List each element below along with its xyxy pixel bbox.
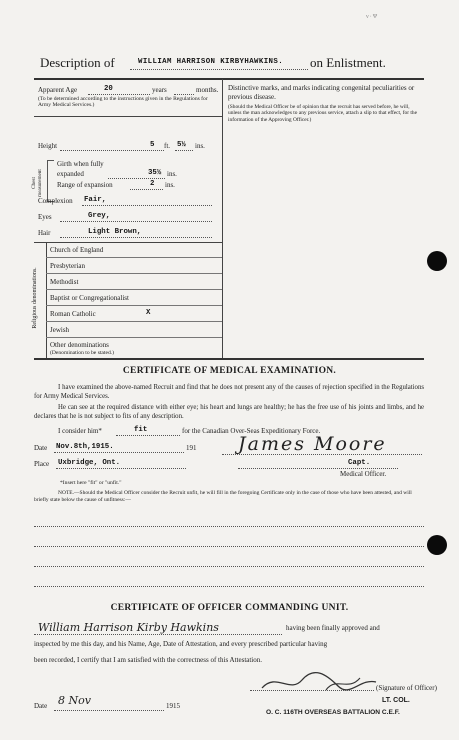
distinctive-marks-note: (Should the Medical Officer be of opinion that the recruit has served before, he will, unless the man acknowledges to any previous service, attach a slip to that effect, for the information of the Approving Officer.) [228, 104, 417, 123]
officer-date-label: Date [34, 702, 48, 710]
officer-line-1: having been finally approved and [286, 624, 380, 632]
recruit-name: WILLIAM HARRISON KIRBYHAWKINS. [138, 58, 284, 66]
officer-certificate-title: CERTIFICATE OF OFFICER COMMANDING UNIT. [110, 603, 349, 613]
place-line [56, 468, 186, 469]
religion-table-top [34, 242, 222, 243]
eyes-value: Grey, [88, 212, 111, 220]
complexion-line [82, 205, 212, 206]
religion-row-divider [46, 273, 222, 274]
binder-hole-top [427, 251, 447, 271]
ft-label: ft. [164, 142, 171, 150]
medical-signature-line [222, 454, 422, 455]
height-in-line [175, 150, 193, 151]
officer-date-year: 1915 [166, 702, 180, 710]
corner-mark: ν·Ψ [366, 14, 379, 20]
medical-officer-signature: James Moore [238, 433, 387, 455]
chest-brace [47, 160, 54, 202]
header-prefix: Description of [40, 55, 115, 70]
unfit-note: NOTE.—Should the Medical Officer consider the Recruit unfit, he will fill in the foregoing Certificate only in the case of those who have been attested, and will briefly state below the cause of unfitness:— [34, 490, 412, 503]
height-ins-label: ins. [195, 142, 205, 150]
religion-row-divider [46, 257, 222, 258]
consider-label: I consider him* [58, 427, 102, 435]
age-line [88, 94, 150, 95]
height-label: Height [38, 142, 58, 150]
height-line [60, 150, 164, 151]
officer-date-line [54, 710, 164, 711]
consider-suffix: for the Canadian Over-Seas Expeditionary Force. [182, 427, 321, 435]
religion-church-of-england: Church of England [50, 246, 104, 254]
apparent-age-label: Apparent Age [38, 86, 78, 94]
expansion-value: 2 [150, 180, 155, 188]
complexion-value: Fair, [84, 196, 107, 204]
medical-date-value: Nov.8th,1915. [56, 443, 114, 451]
form-bottom-border [34, 358, 424, 360]
medical-date-line [54, 452, 184, 453]
months-line [174, 94, 194, 95]
officer-line-2: inspected by me this day, and his Name, Age, Date of Attestation, and every prescribed particular having [34, 640, 328, 648]
medical-rank: Capt. [348, 459, 371, 467]
expansion-ins-label: ins. [165, 181, 175, 189]
medical-para-1: I have examined the above-named Recruit and find that he does not present any of the causes of rejection specified in the Regulations for Army Medical Services. [34, 384, 424, 401]
height-in-value: 5½ [177, 141, 186, 149]
years-label: years [152, 86, 167, 94]
stamp-rank: LT. COL. [382, 697, 410, 704]
hair-label: Hair [38, 229, 51, 237]
officer-signature-line [250, 690, 374, 691]
eyes-label: Eyes [38, 213, 52, 221]
religion-column-divider [46, 242, 47, 358]
chest-measurement-label: Chest measurement [31, 169, 43, 197]
officer-line-3: been recorded, I certify that I am satisfied with the correctness of this Attestation. [34, 656, 263, 664]
form-top-border [34, 78, 424, 80]
medical-date-year: 191 [186, 444, 197, 452]
medical-officer-label: Medical Officer. [340, 470, 387, 478]
recruit-name-handwritten: William Harrison Kirby Hawkins [38, 621, 219, 634]
apparent-age-value: 20 [104, 85, 113, 93]
religion-roman-catholic: Roman Catholic [50, 310, 96, 318]
officer-name-line [34, 634, 282, 635]
complexion-label: Complexion [38, 197, 73, 205]
fit-footnote: *Insert here "fit" or "unfit." [60, 480, 122, 486]
medical-para-2: He can see at the required distance with either eye; his heart and lungs are healthy; he has the free use of his joints and limbs, and he declares that he is not subject to fits of any description. [34, 404, 424, 421]
religion-row-divider [46, 289, 222, 290]
rank-line [238, 468, 398, 469]
officer-signature-scribble [256, 668, 386, 696]
column-divider [222, 79, 223, 358]
expansion-line [130, 189, 163, 190]
header-name-line [130, 69, 308, 70]
stamp-unit: O. C. 116TH OVERSEAS BATTALION C.E.F. [266, 709, 400, 716]
unfit-cause-line-1 [34, 526, 424, 527]
religion-label: Religious denominations. [32, 267, 38, 329]
months-label: months. [196, 86, 219, 94]
distinctive-marks-title: Distinctive marks, and marks indicating congenital peculiarities or previous disease. [228, 84, 415, 101]
girth-ins-label: ins. [167, 170, 177, 178]
fitness-value: fit [134, 426, 148, 434]
officer-date-handwritten: 8 Nov [58, 694, 91, 707]
expansion-label: Range of expansion [57, 181, 113, 189]
consider-line [116, 435, 180, 436]
religion-presbyterian: Presbyterian [50, 262, 85, 270]
medical-certificate-title: CERTIFICATE OF MEDICAL EXAMINATION. [122, 366, 337, 376]
religion-row-divider [46, 337, 222, 338]
place-value: Uxbridge, Ont. [58, 459, 121, 467]
header-suffix: on Enlistment. [310, 55, 386, 70]
officer-signature-label: (Signature of Officer) [376, 684, 437, 692]
medical-date-label: Date [34, 444, 48, 452]
place-label: Place [34, 460, 50, 468]
roman-catholic-mark: X [146, 309, 151, 317]
rule-after-age [34, 116, 222, 117]
religion-other: Other denominations [50, 341, 109, 349]
eyes-line [60, 221, 212, 222]
hair-line [60, 237, 212, 238]
unfit-cause-line-4 [34, 586, 424, 587]
girth-line [108, 178, 165, 179]
religion-row-divider [46, 321, 222, 322]
age-note: (To be determined according to the instructions given in the Regulations for Army Medical Services.) [38, 96, 208, 109]
height-ft-value: 5 [150, 141, 155, 149]
religion-baptist: Baptist or Congregationalist [50, 294, 129, 302]
girth-value: 35½ [148, 169, 162, 177]
unfit-cause-line-2 [34, 546, 424, 547]
girth-label: Girth when fully expanded [57, 160, 104, 178]
religion-jewish: Jewish [50, 326, 70, 334]
religion-other-note: (Denomination to be stated.) [50, 350, 115, 356]
religion-row-divider [46, 305, 222, 306]
unfit-cause-line-3 [34, 566, 424, 567]
religion-methodist: Methodist [50, 278, 79, 286]
binder-hole-bottom [427, 535, 447, 555]
hair-value: Light Brown, [88, 228, 142, 236]
